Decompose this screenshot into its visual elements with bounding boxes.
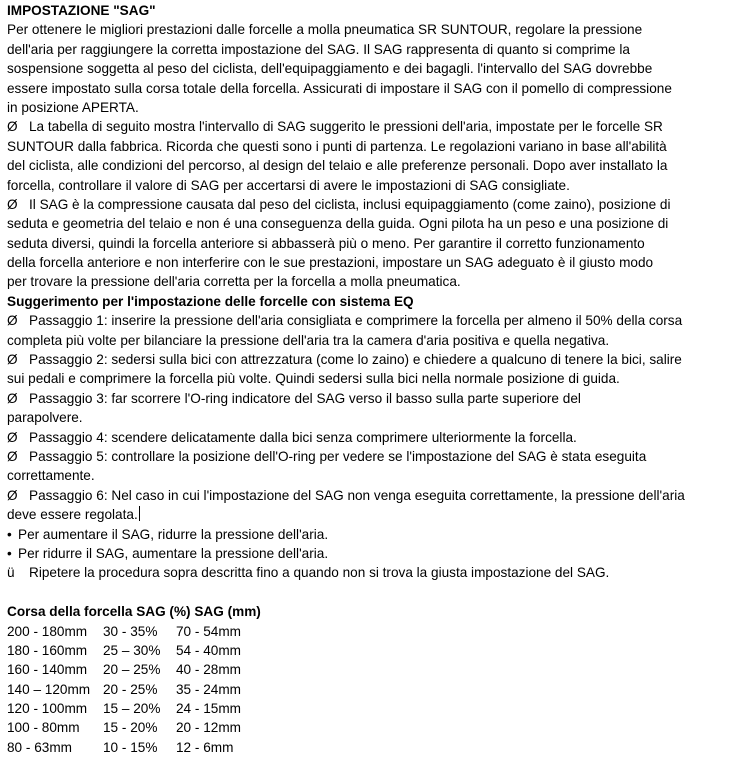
step-line: [7, 447, 729, 466]
list-item: [7, 544, 729, 563]
section-heading-eq: Suggerimento per l'impostazione delle forcelle con sistema EQ: [7, 293, 414, 309]
paragraph-text: La tabella di seguito mostra l'intervallo di SAG suggerito le pressioni dell'aria, impostate per le forcelle SR: [29, 119, 663, 135]
check-bullet-icon: ü: [7, 565, 15, 581]
arrow-bullet-icon: Ø: [7, 390, 18, 406]
list-item-text: Per ridurre il SAG, aumentare la pressione dell'aria.: [18, 545, 329, 561]
paragraph-line: essere impostato sulla corsa totale della forcella. Assicurati di impostare il SAG con il pomello di compressione: [7, 80, 672, 96]
travel-cell: 80 - 63mm: [7, 739, 72, 755]
arrow-bullet-icon: Ø: [7, 352, 18, 368]
blank-line: [7, 583, 729, 602]
step-line: [7, 505, 729, 524]
text-cursor: [139, 506, 140, 521]
sag-percent-cell: 20 - 25%: [103, 681, 158, 697]
table-row: [7, 660, 729, 679]
step-line: [7, 428, 729, 447]
step-line: [7, 350, 729, 369]
step-text: Passaggio 2: sedersi sulla bici con attrezzatura (come lo zaino) e chiedere a qualcuno di tenere la bici, salire: [29, 352, 682, 368]
travel-cell: 200 - 180mm: [7, 623, 88, 639]
paragraph-line: SUNTOUR dalla fabbrica. Ricorda che questi sono i punti di partenza. Le regolazioni variano in base all'abilità: [7, 138, 667, 154]
paragraph-line: per trovare la pressione dell'aria corretta per la forcella a molla pneumatica.: [7, 274, 461, 290]
list-item-text: Per aumentare il SAG, ridurre la pressione dell'aria.: [18, 526, 329, 542]
step-line: correttamente.: [7, 468, 95, 484]
paragraph-line: sospensione soggetta al peso del ciclista, dell'equipaggiamento e dei bagagli. l'intervallo del SAG dovrebbe: [7, 61, 653, 77]
paragraph-line: forcella, controllare il valore di SAG per accertarsi di avere le impostazioni di SAG consigliate.: [7, 177, 570, 193]
travel-cell: 180 - 160mm: [7, 642, 88, 658]
sag-percent-cell: 20 – 25%: [103, 662, 161, 678]
step-text: Passaggio 1: inserire la pressione dell'aria consigliata e comprimere la forcella per almeno il 50% della corsa: [29, 313, 683, 329]
paragraph-line: Per ottenere le migliori prestazioni dalle forcelle a molla pneumatica SR SUNTOUR, regolare la pressione: [7, 22, 643, 38]
sag-mm-cell: 70 - 54mm: [176, 623, 241, 639]
table-row: [7, 718, 729, 737]
arrow-bullet-icon: Ø: [7, 429, 18, 445]
paragraph-line: seduta e geometria del telaio e non é una conseguenza della guida. Ogni pilota ha un peso e una posizione di: [7, 216, 669, 232]
sag-mm-cell: 35 - 24mm: [176, 681, 241, 697]
sag-percent-cell: 25 – 30%: [103, 642, 161, 658]
sag-mm-cell: 54 - 40mm: [176, 642, 241, 658]
check-item-text: Ripetere la procedura sopra descritta fino a quando non si trova la giusta impostazione del SAG.: [29, 565, 610, 581]
travel-cell: 120 - 100mm: [7, 701, 88, 717]
step-line: [7, 486, 729, 505]
step-text: Passaggio 6: Nel caso in cui l'impostazione del SAG non venga eseguita correttamente, la pressione dell'aria: [29, 487, 685, 503]
travel-cell: 160 - 140mm: [7, 662, 88, 678]
sag-table: [7, 622, 729, 758]
travel-cell: 140 – 120mm: [7, 681, 91, 697]
step-text: Passaggio 5: controllare la posizione dell'O-ring per vedere se l'impostazione del SAG è stata eseguita: [29, 448, 647, 464]
sag-percent-cell: 15 – 20%: [103, 701, 161, 717]
sag-mm-cell: 20 - 12mm: [176, 720, 241, 736]
sag-mm-cell: 24 - 15mm: [176, 701, 241, 717]
paragraph-line: in posizione APERTA.: [7, 99, 139, 115]
table-row: [7, 699, 729, 718]
table-note-paragraph: [7, 117, 729, 195]
arrow-bullet-icon: Ø: [7, 487, 18, 503]
arrow-bullet-icon: Ø: [7, 448, 18, 464]
arrow-bullet-icon: Ø: [7, 119, 18, 135]
paragraph-line: dell'aria per raggiungere la corretta impostazione del SAG. Il SAG rappresenta di quanto si comprime la: [7, 41, 630, 57]
step-text: Passaggio 3: far scorrere l'O-ring indicatore del SAG verso il basso sulla parte superiore del: [29, 390, 581, 406]
step-line: completa più volte per bilanciare la pressione dell'aria tra la camera d'aria positiva e quella negativa.: [7, 332, 610, 348]
table-row: [7, 622, 729, 641]
sag-mm-cell: 40 - 28mm: [176, 662, 241, 678]
table-row: [7, 680, 729, 699]
arrow-bullet-icon: Ø: [7, 313, 18, 329]
paragraph-line: della forcella anteriore e non interferire con le sue prestazioni, impostare un SAG adeguato è il giusto modo: [7, 255, 654, 271]
steps-list: [7, 311, 729, 524]
sag-percent-cell: 15 - 20%: [103, 720, 158, 736]
table-row: [7, 738, 729, 757]
step-text: deve essere regolata.: [7, 507, 138, 523]
paragraph-line: [7, 117, 729, 136]
paragraph-line: del ciclista, alle condizioni del percorso, al design del telaio e alle preferenze personali. Dopo aver installato la: [7, 158, 668, 174]
sag-mm-cell: 12 - 6mm: [176, 739, 234, 755]
step-text: Passaggio 4: scendere delicatamente dalla bici senza comprimere ulteriormente la forcella.: [29, 429, 577, 445]
step-line: sui pedali e comprimere la forcella più volte. Quindi sedersi sulla bici nella normale posizione di guida.: [7, 371, 620, 387]
step-line: [7, 389, 729, 408]
step-line: parapolvere.: [7, 410, 83, 426]
table-heading: Corsa della forcella SAG (%) SAG (mm): [7, 604, 261, 620]
intro-paragraph: [7, 20, 729, 117]
dot-bullet-icon: •: [7, 545, 12, 561]
arrow-bullet-icon: Ø: [7, 196, 18, 212]
sag-percent-cell: 10 - 15%: [103, 739, 158, 755]
dot-list: [7, 525, 729, 564]
list-item: [7, 525, 729, 544]
step-line: [7, 311, 729, 330]
section-heading-sag: IMPOSTAZIONE "SAG": [7, 3, 156, 18]
paragraph-text: Il SAG è la compressione causata dal peso del ciclista, inclusi equipaggiamento (come zaino), posizione di: [29, 196, 671, 212]
dot-bullet-icon: •: [7, 526, 12, 542]
check-item: [7, 563, 729, 582]
sag-definition-paragraph: [7, 195, 729, 292]
travel-cell: 100 - 80mm: [7, 720, 80, 736]
paragraph-line: [7, 195, 729, 214]
table-row: [7, 641, 729, 660]
paragraph-line: seduta diversi, quindi la forcella anteriore si abbasserà più o meno. Per garantire il corretto funzionamento: [7, 235, 645, 251]
sag-percent-cell: 30 - 35%: [103, 623, 158, 639]
